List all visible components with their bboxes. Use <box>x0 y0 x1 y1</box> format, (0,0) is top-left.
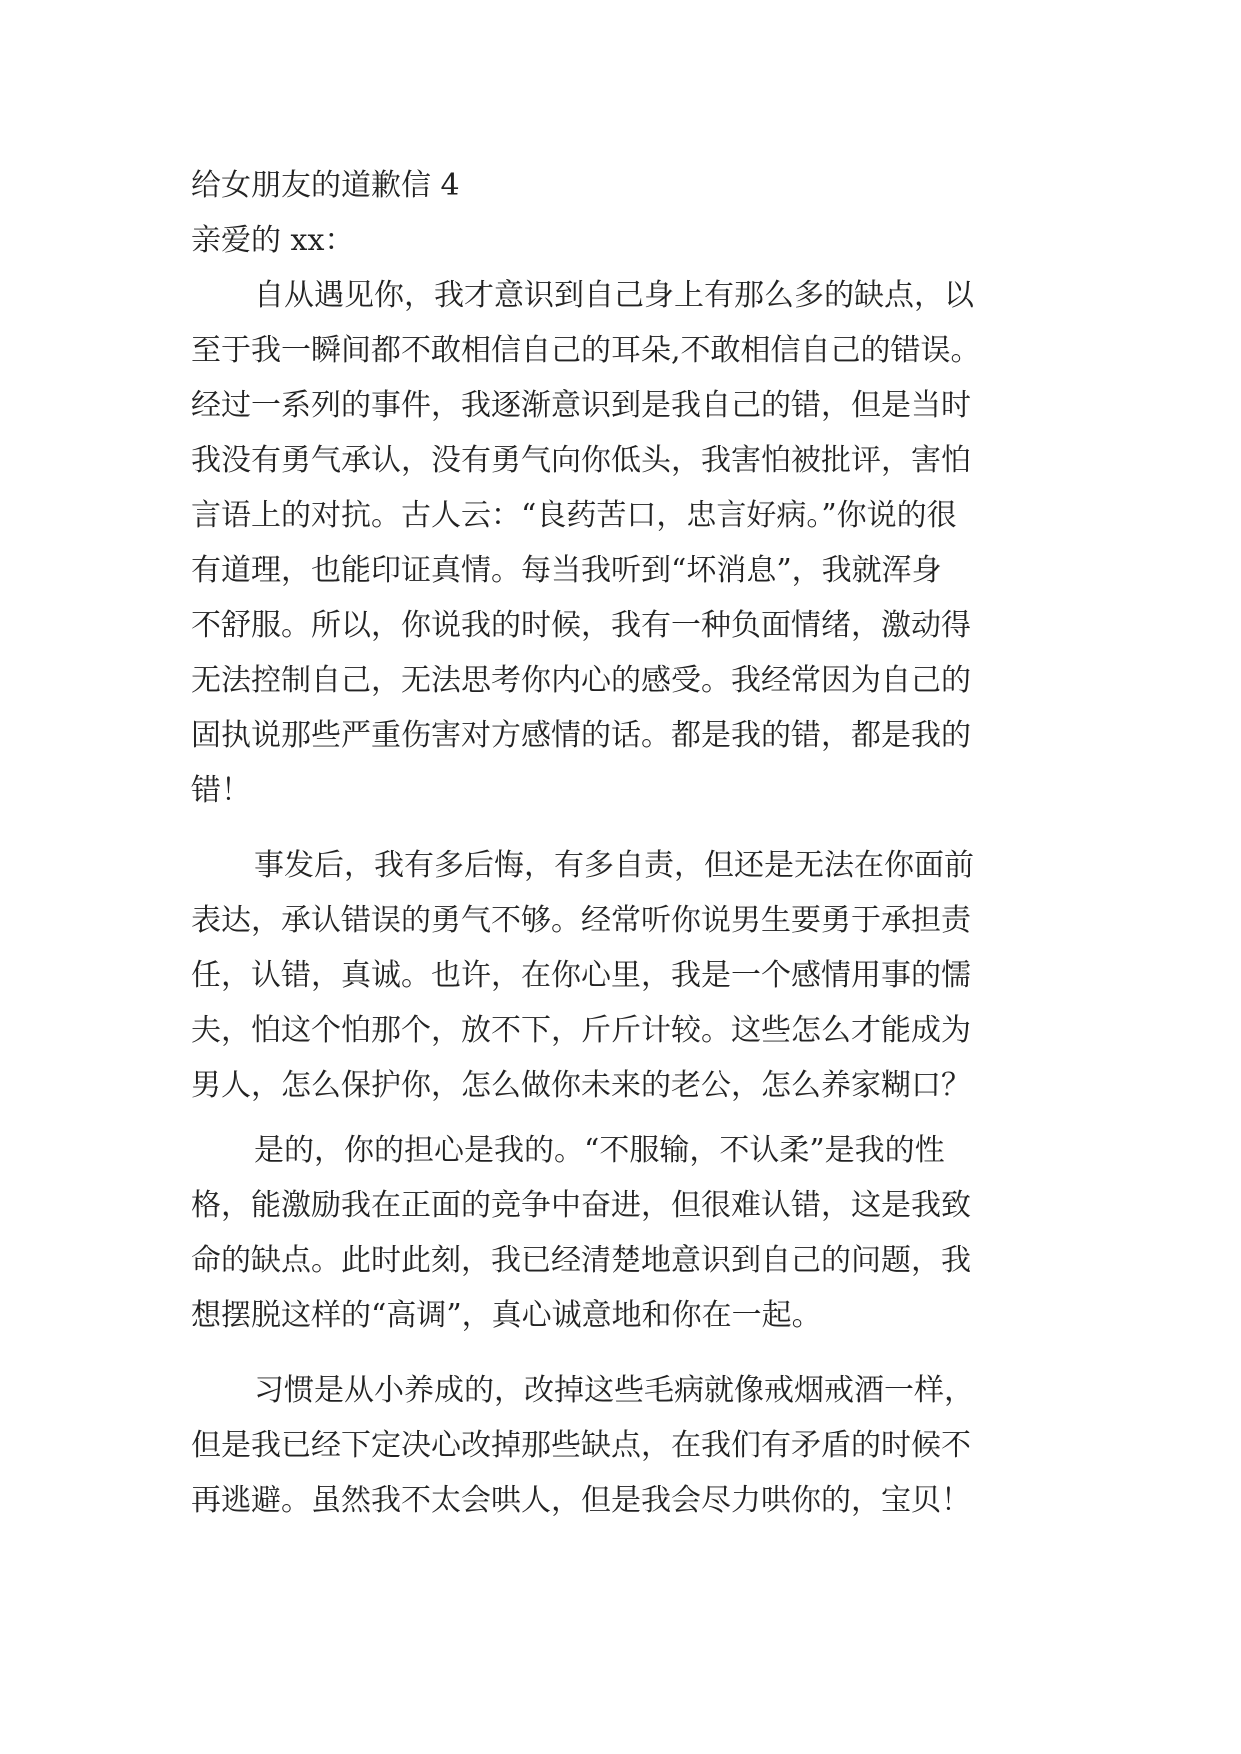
paragraph-line: 男人，怎么保护你，怎么做你未来的老公，怎么养家糊口？ <box>191 1068 971 1103</box>
paragraph-line: 经过一系列的事件，我逐渐意识到是我自己的错，但是当时 <box>191 388 971 423</box>
salutation: 亲爱的 xx： <box>191 223 355 258</box>
paragraph-line: 习惯是从小养成的，改掉这些毛病就像戒烟戒酒一样， <box>254 1373 974 1408</box>
paragraph-line: 无法控制自己，无法思考你内心的感受。我经常因为自己的 <box>191 663 971 698</box>
paragraph-line: 言语上的对抗。古人云：“良药苦口，忠言好病。”你说的很 <box>191 498 957 533</box>
paragraph-line: 夫，怕这个怕那个，放不下，斤斤计较。这些怎么才能成为 <box>191 1013 971 1048</box>
paragraph-line: 想摆脱这样的“高调”，真心诚意地和你在一起。 <box>191 1298 822 1333</box>
paragraph-line: 表达，承认错误的勇气不够。经常听你说男生要勇于承担责 <box>191 903 971 938</box>
paragraph-line: 命的缺点。此时此刻，我已经清楚地意识到自己的问题，我 <box>191 1243 971 1278</box>
paragraph-line: 固执说那些严重伤害对方感情的话。都是我的错，都是我的 <box>191 718 971 753</box>
paragraph-line: 事发后，我有多后悔，有多自责，但还是无法在你面前 <box>254 848 974 883</box>
paragraph-line: 有道理，也能印证真情。每当我听到“坏消息”，我就浑身 <box>191 553 942 588</box>
paragraph-line: 至于我一瞬间都不敢相信自己的耳朵,不敢相信自己的错误。 <box>191 333 981 368</box>
paragraph-line: 自从遇见你，我才意识到自己身上有那么多的缺点，以 <box>254 278 974 313</box>
paragraph-line: 但是我已经下定决心改掉那些缺点，在我们有矛盾的时候不 <box>191 1428 971 1463</box>
paragraph-line: 我没有勇气承认，没有勇气向你低头，我害怕被批评，害怕 <box>191 443 971 478</box>
document-title: 给女朋友的道歉信 4 <box>191 168 460 203</box>
paragraph-line: 格，能激励我在正面的竞争中奋进，但很难认错，这是我致 <box>191 1188 971 1223</box>
paragraph-line: 不舒服。所以，你说我的时候，我有一种负面情绪，激动得 <box>191 608 971 643</box>
paragraph-line: 任，认错，真诚。也许，在你心里，我是一个感情用事的懦 <box>191 958 971 993</box>
paragraph-line: 错！ <box>191 773 251 808</box>
paragraph-line: 是的，你的担心是我的。“不服输，不认柔”是我的性 <box>254 1133 945 1168</box>
paragraph-line: 再逃避。虽然我不太会哄人，但是我会尽力哄你的，宝贝！ <box>191 1483 971 1518</box>
